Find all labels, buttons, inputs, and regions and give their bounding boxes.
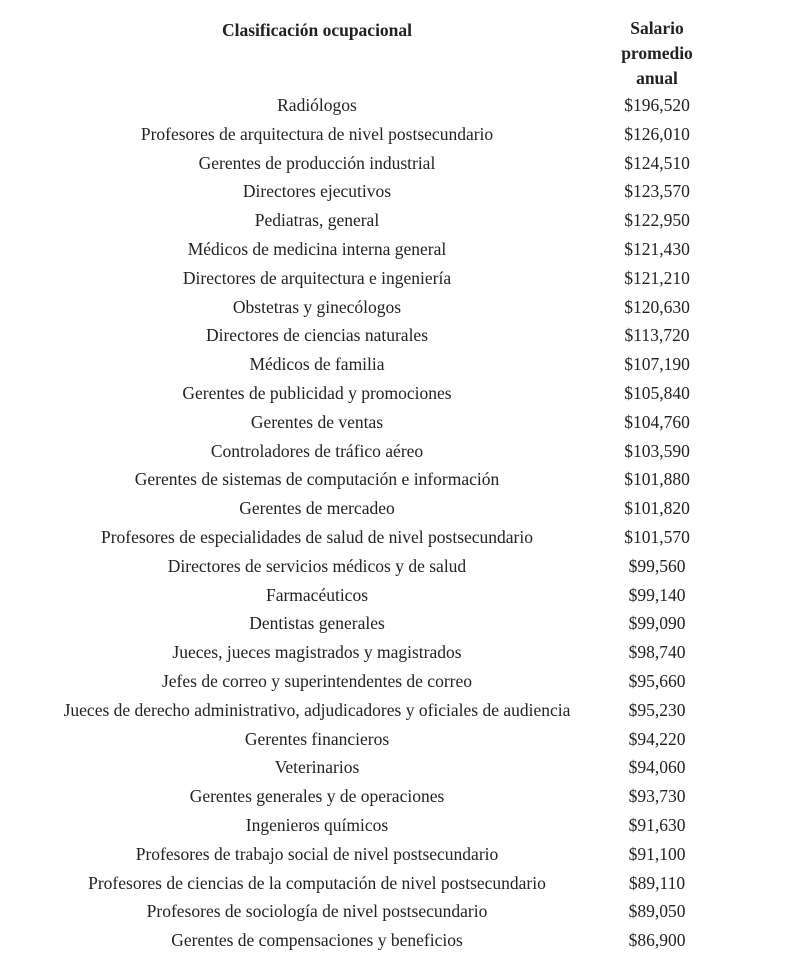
occupation-cell: Profesores de especialidades de salud de nivel postsecundario <box>100 526 533 547</box>
salary-cell: $107,190 <box>624 354 690 375</box>
salary-cell: $86,900 <box>628 930 686 951</box>
occupation-cell: Obstetras y ginecólogos <box>232 296 402 317</box>
occupation-cell: Directores de servicios médicos y de salud <box>167 555 467 576</box>
occupation-cell: Directores ejecutivos <box>242 181 392 202</box>
occupation-cell: Profesores de sociología de nivel postsecundario <box>146 901 488 922</box>
salary-cell: $99,090 <box>628 613 686 634</box>
table-row <box>34 523 714 552</box>
table-row <box>34 206 714 235</box>
table-row <box>34 149 714 178</box>
salary-cell: $95,660 <box>628 670 686 691</box>
table-row <box>34 667 714 696</box>
occupation-cell: Gerentes de compensaciones y beneficios <box>171 930 463 951</box>
occupation-cell: Jefes de correo y superintendentes de correo <box>161 670 472 691</box>
table-row <box>34 235 714 264</box>
table-row <box>34 753 714 782</box>
table-row <box>34 264 714 293</box>
salary-cell: $196,520 <box>624 95 690 115</box>
table-row <box>34 869 714 898</box>
salary-cell: $99,560 <box>628 555 686 576</box>
salary-cell: $89,050 <box>628 901 686 922</box>
occupation-cell: Controladores de tráfico aéreo <box>210 440 424 461</box>
occupation-header: Clasificación ocupacional <box>221 20 413 40</box>
table-row <box>34 350 714 379</box>
table-body <box>34 91 714 955</box>
occupation-cell: Médicos de medicina interna general <box>187 238 447 259</box>
occupation-cell: Dentistas generales <box>249 613 385 634</box>
occupation-cell: Radiólogos <box>277 95 357 115</box>
salary-cell: $124,510 <box>624 152 690 173</box>
salary-table <box>34 16 714 955</box>
table-row <box>34 293 714 322</box>
table-row <box>34 321 714 350</box>
occupation-cell: Gerentes de sistemas de computación e información <box>134 469 500 490</box>
occupation-cell: Gerentes de ventas <box>250 411 384 432</box>
salary-cell: $113,720 <box>624 325 690 346</box>
salary-cell: $101,820 <box>624 498 690 519</box>
table-row <box>34 840 714 869</box>
table-row <box>34 926 714 955</box>
occupation-cell: Jueces de derecho administrativo, adjudicadores y oficiales de audiencia <box>63 699 571 720</box>
salary-header <box>600 16 714 91</box>
occupation-cell: Ingenieros químicos <box>245 814 389 835</box>
table-row <box>34 437 714 466</box>
salary-cell: $122,950 <box>624 210 690 231</box>
salary-cell: $99,140 <box>628 584 686 605</box>
salary-cell: $94,220 <box>628 728 686 749</box>
salary-cell: $121,210 <box>624 267 690 288</box>
table-row <box>34 465 714 494</box>
table-row <box>34 609 714 638</box>
occupation-cell: Pediatras, general <box>254 210 380 231</box>
table-row <box>34 494 714 523</box>
salary-cell: $98,740 <box>628 642 686 663</box>
occupation-cell: Profesores de arquitectura de nivel postsecundario <box>140 123 494 144</box>
table-row <box>34 638 714 667</box>
salary-cell: $101,880 <box>624 469 690 490</box>
occupation-cell: Farmacéuticos <box>265 584 369 605</box>
table-row <box>34 581 714 610</box>
table-row <box>34 811 714 840</box>
table-row <box>34 177 714 206</box>
occupation-cell: Jueces, jueces magistrados y magistrados <box>172 642 462 663</box>
salary-cell: $123,570 <box>624 181 690 202</box>
occupation-cell: Médicos de familia <box>249 354 385 375</box>
table-row <box>34 897 714 926</box>
salary-cell: $95,230 <box>628 699 686 720</box>
salary-cell: $93,730 <box>628 786 686 807</box>
salary-cell: $120,630 <box>624 296 690 317</box>
occupation-cell: Gerentes generales y de operaciones <box>189 786 445 807</box>
table-row <box>34 696 714 725</box>
salary-cell: $89,110 <box>628 872 686 893</box>
table-row <box>34 379 714 408</box>
salary-cell: $103,590 <box>624 440 690 461</box>
table-row <box>34 120 714 149</box>
table-row <box>34 552 714 581</box>
salary-header-line: promedio <box>621 43 693 63</box>
table-row <box>34 782 714 811</box>
salary-cell: $121,430 <box>624 238 690 259</box>
occupation-cell: Gerentes de producción industrial <box>198 152 436 173</box>
salary-cell: $91,100 <box>628 843 686 864</box>
occupation-cell: Veterinarios <box>274 757 360 778</box>
salary-cell: $91,630 <box>628 814 686 835</box>
occupation-cell: Gerentes financieros <box>244 728 390 749</box>
salary-cell: $94,060 <box>628 757 686 778</box>
salary-cell: $101,570 <box>624 526 690 547</box>
occupation-cell: Directores de arquitectura e ingeniería <box>182 267 452 288</box>
table-row <box>34 91 714 120</box>
occupation-cell: Profesores de ciencias de la computación de nivel postsecundario <box>88 872 546 893</box>
occupation-cell: Gerentes de publicidad y promociones <box>182 382 452 403</box>
occupation-cell: Gerentes de mercadeo <box>239 498 395 519</box>
table-row <box>34 408 714 437</box>
table-header-row <box>34 16 714 91</box>
salary-cell: $126,010 <box>624 123 690 144</box>
occupation-cell: Profesores de trabajo social de nivel postsecundario <box>135 843 499 864</box>
salary-header-line: Salario <box>630 18 684 38</box>
salary-header-line: anual <box>636 68 678 88</box>
table-row <box>34 725 714 754</box>
salary-cell: $104,760 <box>624 411 690 432</box>
occupation-cell: Directores de ciencias naturales <box>205 325 429 346</box>
salary-cell: $105,840 <box>624 382 690 403</box>
